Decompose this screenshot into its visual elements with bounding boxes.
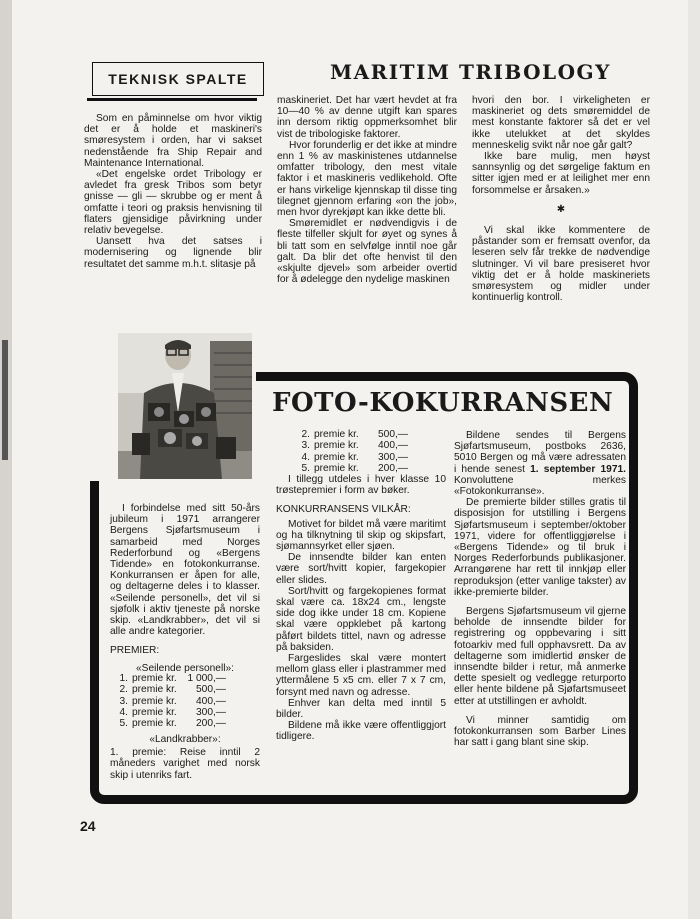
prize-number: 4. — [119, 706, 128, 718]
prize-amount: 1 000,— — [187, 673, 226, 684]
prize-row — [104, 718, 226, 729]
prize-label: premie kr. — [132, 706, 177, 718]
paragraph: Motivet for bildet må være maritimt og ha tilknytning til skip og skipsfart, sjømannsyrket eller sjøen. — [276, 518, 446, 553]
paragraph: Hvor forunderlig er det ikke at mindre enn 1 % av maskinistenes utdannelse omfatter tribology, den mest vitale faktor i et maskineris vedlikehold. Ofte er hans virkelige kjennskap til disse ting tilegnet gjennom erfaring «on the job», men hvor dyrekjøpt kan ikke dette bli. — [277, 139, 457, 219]
prize-amount: 400,— — [195, 695, 226, 707]
paragraph: Smøremidlet er nødvendigvis i de fleste tilfeller skjult for øyet og synes å bli tatt som en selvfølge inntil noe går galt. Da blir det ofte henvist til den «skjulte djevel» som arbeider overtid for å ødelegge den nydelige maskinen — [277, 218, 457, 286]
prize-number: 3. — [301, 440, 310, 452]
paragraph: hvori den bor. I virkeligheten er maskineriet og dets smøremiddel de mest konstante faktorer så det er vel ikke utelukket at det skyldes menneskelig svikt når noe går galt? — [472, 95, 650, 151]
separator-asterisk: ✱ — [556, 203, 566, 215]
prize-number: 1. — [119, 673, 128, 684]
prize-number: 2. — [119, 684, 128, 696]
prize-row — [104, 696, 226, 707]
page-spine — [0, 0, 12, 919]
text-run: Konvoluttene merkes «Fotokonkurranse». — [454, 474, 626, 498]
page-number: 24 — [80, 818, 96, 834]
prize-amount: 300,— — [377, 451, 408, 463]
prize-number: 4. — [301, 451, 310, 463]
paragraph: Fargeslides skal være montert mellom glass eller i plastrammer med yttermålene 5 x5 cm. eller 7 x 7 cm, forsynt med navn og adresse. — [276, 653, 446, 698]
class2-heading: «Landkrabber»: — [149, 734, 221, 745]
prize-amount: 200,— — [195, 718, 226, 730]
class1-heading: «Seilende personell»: — [136, 662, 234, 674]
rules-heading: KONKURRANSENS VILKÅR: — [276, 504, 411, 516]
class2-first-prize: 1. premie: Reise inntil 2 måneders varighet med norsk skip i utenriks fart. — [110, 747, 260, 781]
paragraph: Vi minner samtidig om fotokonkurransen som Barber Lines har satt i gang blant sine skip. — [454, 714, 626, 749]
article1-column-1 — [84, 113, 262, 270]
prize-number: 2. — [301, 429, 310, 440]
prize-label: premie kr. — [314, 440, 359, 452]
photographer-photo — [118, 333, 252, 479]
prize-row — [286, 452, 408, 463]
paragraph: De premierte bilder stilles gratis til disposisjon for utstilling i Bergens Sjøfartsmuseum i september/oktober 1971, videre for offentliggjørelse i «Bergens Tidende» og til bruk i Norges Rederforbunds publikasjoner. Arrangørene har rett til innkjøp eller reproduksjon (etter vanlige takster) av ikke-premierte bilder. — [454, 497, 626, 598]
paragraph: Uansett hva det satses i modernisering og lignende blir resultatet det samme m.h.t. slitasje på — [84, 236, 262, 270]
paragraph — [454, 430, 626, 497]
prize-row — [104, 707, 226, 718]
paragraph: maskineriet. Det har vært hevdet at fra 10—40 % av denne utgift kan spares inn dersom riktig oppmerksomhet blir vist de tribologiske faktorer. — [277, 95, 457, 140]
paragraph: De innsendte bilder kan enten være sort/hvitt kopier, fargekopier eller slides. — [276, 552, 446, 586]
paragraph: Ikke bare mulig, men høyst sannsynlig og det sørgelige faktum en sitter igjen med er at leilighet mer enn forsommelse er årsaken.» — [472, 151, 650, 196]
prize-label: premie kr. — [132, 695, 177, 707]
prize-label: premie kr. — [314, 429, 359, 440]
paragraph: Som en påminnelse om hvor viktig det er å holde et maskineri's smøresystem i orden, har vi sakset nedenstående fra Ship Repair and Maintenance International. — [84, 113, 262, 169]
prize-row — [286, 440, 408, 451]
binding-mark — [2, 340, 8, 460]
prize-row — [286, 463, 408, 474]
section-label — [92, 62, 264, 96]
contest-column-1b — [110, 734, 260, 781]
contest-column-1 — [110, 503, 260, 674]
paragraph: I tillegg utdeles i hver klasse 10 trøstepremier i form av bøker. — [276, 474, 446, 497]
prize-number: 5. — [301, 462, 310, 474]
section-label-text: TEKNISK SPALTE — [108, 71, 248, 87]
prize-amount: 400,— — [377, 440, 408, 452]
paragraph: Sort/hvitt og fargekopienes format skal være ca. 18x24 cm., lengste side dog ikke under 18 cm. Kopiene skal være oppklebet på kartong påført bildets tittel, navn og adresse på baksiden. — [276, 585, 446, 653]
contest-title: FOTO-KOKURRANSEN — [272, 388, 614, 418]
class2-prize-list — [286, 429, 408, 474]
contest-column-2 — [276, 474, 446, 743]
article1-column-3 — [472, 95, 650, 303]
prize-amount: 300,— — [195, 706, 226, 718]
paragraph: I forbindelse med sitt 50-års jubileum i 1971 arrangerer Bergens Sjøfartsmuseum i samarbeid med Norges Rederforbund og «Bergens Tidende» en fotokonkurranse. Konkurransen er åpen for alle, og deltagerne deles i to klasser. «Seilende personell», det vil si sjøfolk i aktiv tjeneste på norske skip. «Landkrabber», det vil si alle andre kategorier. — [110, 503, 260, 638]
paragraph: Enhver kan delta med inntil 5 bilder. — [276, 697, 446, 721]
contest-column-3 — [454, 430, 626, 748]
paragraph: «Det engelske ordet Tribology er avledet fra gresk Tribos som betyr gnisse — gli — skrubbe og er ment å omfatte i teori og praksis henvisning til flaters gjensidige påvirkning under relativ bevegelse. — [84, 169, 262, 237]
prize-row — [104, 684, 226, 695]
article1-column-2 — [277, 95, 457, 285]
premier-heading: PREMIER: — [110, 645, 160, 657]
paragraph: Bildene må ikke være offentliggjort tidligere. — [276, 720, 446, 743]
prize-row — [286, 429, 408, 440]
deadline-date: 1. september 1971. — [530, 463, 626, 475]
article-title: MARITIM TRIBOLOGY — [330, 60, 611, 84]
prize-row — [104, 673, 226, 684]
prize-label: premie kr. — [132, 684, 177, 696]
prize-label: premie kr. — [132, 718, 177, 730]
prize-amount: 200,— — [377, 462, 408, 474]
class1-prize-list — [104, 673, 226, 729]
prize-label: premie kr. — [132, 673, 177, 684]
paragraph: Vi skal ikke kommentere de påstander som er fremsatt ovenfor, da leseren selv får trekke de nødvendige slutninger. Vi vil bare presiseret hvor viktig det er å holde maskineriets smøresystem og midler under kontinuerlig kontroll. — [472, 225, 650, 304]
prize-amount: 500,— — [195, 684, 226, 696]
paragraph: Bergens Sjøfartsmuseum vil gjerne beholde de innsendte bilder for registrering og oppbevaring i sitt fotoarkiv med full opphavsrett. Da av deltagerne som imidlertid ønsker de innsendte bilder i retur, må anmerke dette spesielt og vedlegge returporto eller hente bildene på Sjøfartsmuseet etter at utstillingen er avholdt. — [454, 606, 626, 707]
prize-label: premie kr. — [314, 462, 359, 474]
prize-number: 5. — [119, 718, 128, 730]
prize-amount: 500,— — [377, 429, 408, 440]
text-run: Bildene sendes til Bergens Sjøfartsmuseum, postboks 2636, 5010 Bergen og må være adressaten i hende senest — [454, 430, 626, 475]
prize-number: 3. — [119, 695, 128, 707]
prize-label: premie kr. — [314, 451, 359, 463]
